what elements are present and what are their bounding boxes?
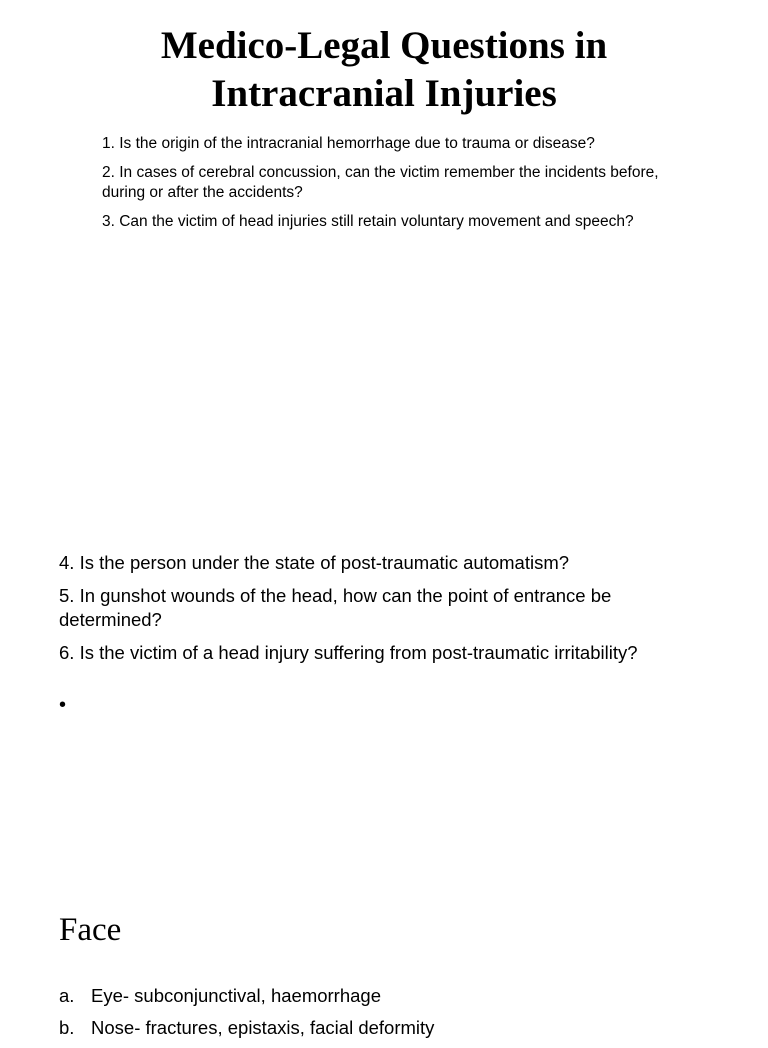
list-item-text: Nose- fractures, epistaxis, facial deformity xyxy=(91,1017,435,1038)
question-list-top xyxy=(102,134,662,241)
title-line-1: Medico-Legal Questions in xyxy=(160,24,608,67)
question-item: 5. In gunshot wounds of the head, how can the point of entrance be determined? xyxy=(59,585,612,630)
question-item: 3. Can the victim of head injuries still retain voluntary movement and speech? xyxy=(102,213,634,230)
list-item xyxy=(59,1016,739,1040)
question-item: 2. In cases of cerebral concussion, can the victim remember the incidents before, during or after the accidents? xyxy=(102,164,659,201)
face-injury-list xyxy=(59,984,739,1048)
section-heading-face: Face xyxy=(59,912,122,948)
empty-bullet: • xyxy=(59,694,67,716)
list-item-text: Eye- subconjunctival, haemorrhage xyxy=(91,985,381,1006)
question-item: 6. Is the victim of a head injury suffering from post-traumatic irritability? xyxy=(59,642,638,663)
question-item: 1. Is the origin of the intracranial hemorrhage due to trauma or disease? xyxy=(102,135,595,152)
page-title xyxy=(0,22,768,118)
list-marker: a. xyxy=(59,985,75,1006)
title-line-2: Intracranial Injuries xyxy=(211,72,557,115)
list-item xyxy=(59,984,739,1008)
list-marker: b. xyxy=(59,1017,75,1038)
question-list-mid xyxy=(59,551,719,674)
question-item: 4. Is the person under the state of post-traumatic automatism? xyxy=(59,552,570,573)
